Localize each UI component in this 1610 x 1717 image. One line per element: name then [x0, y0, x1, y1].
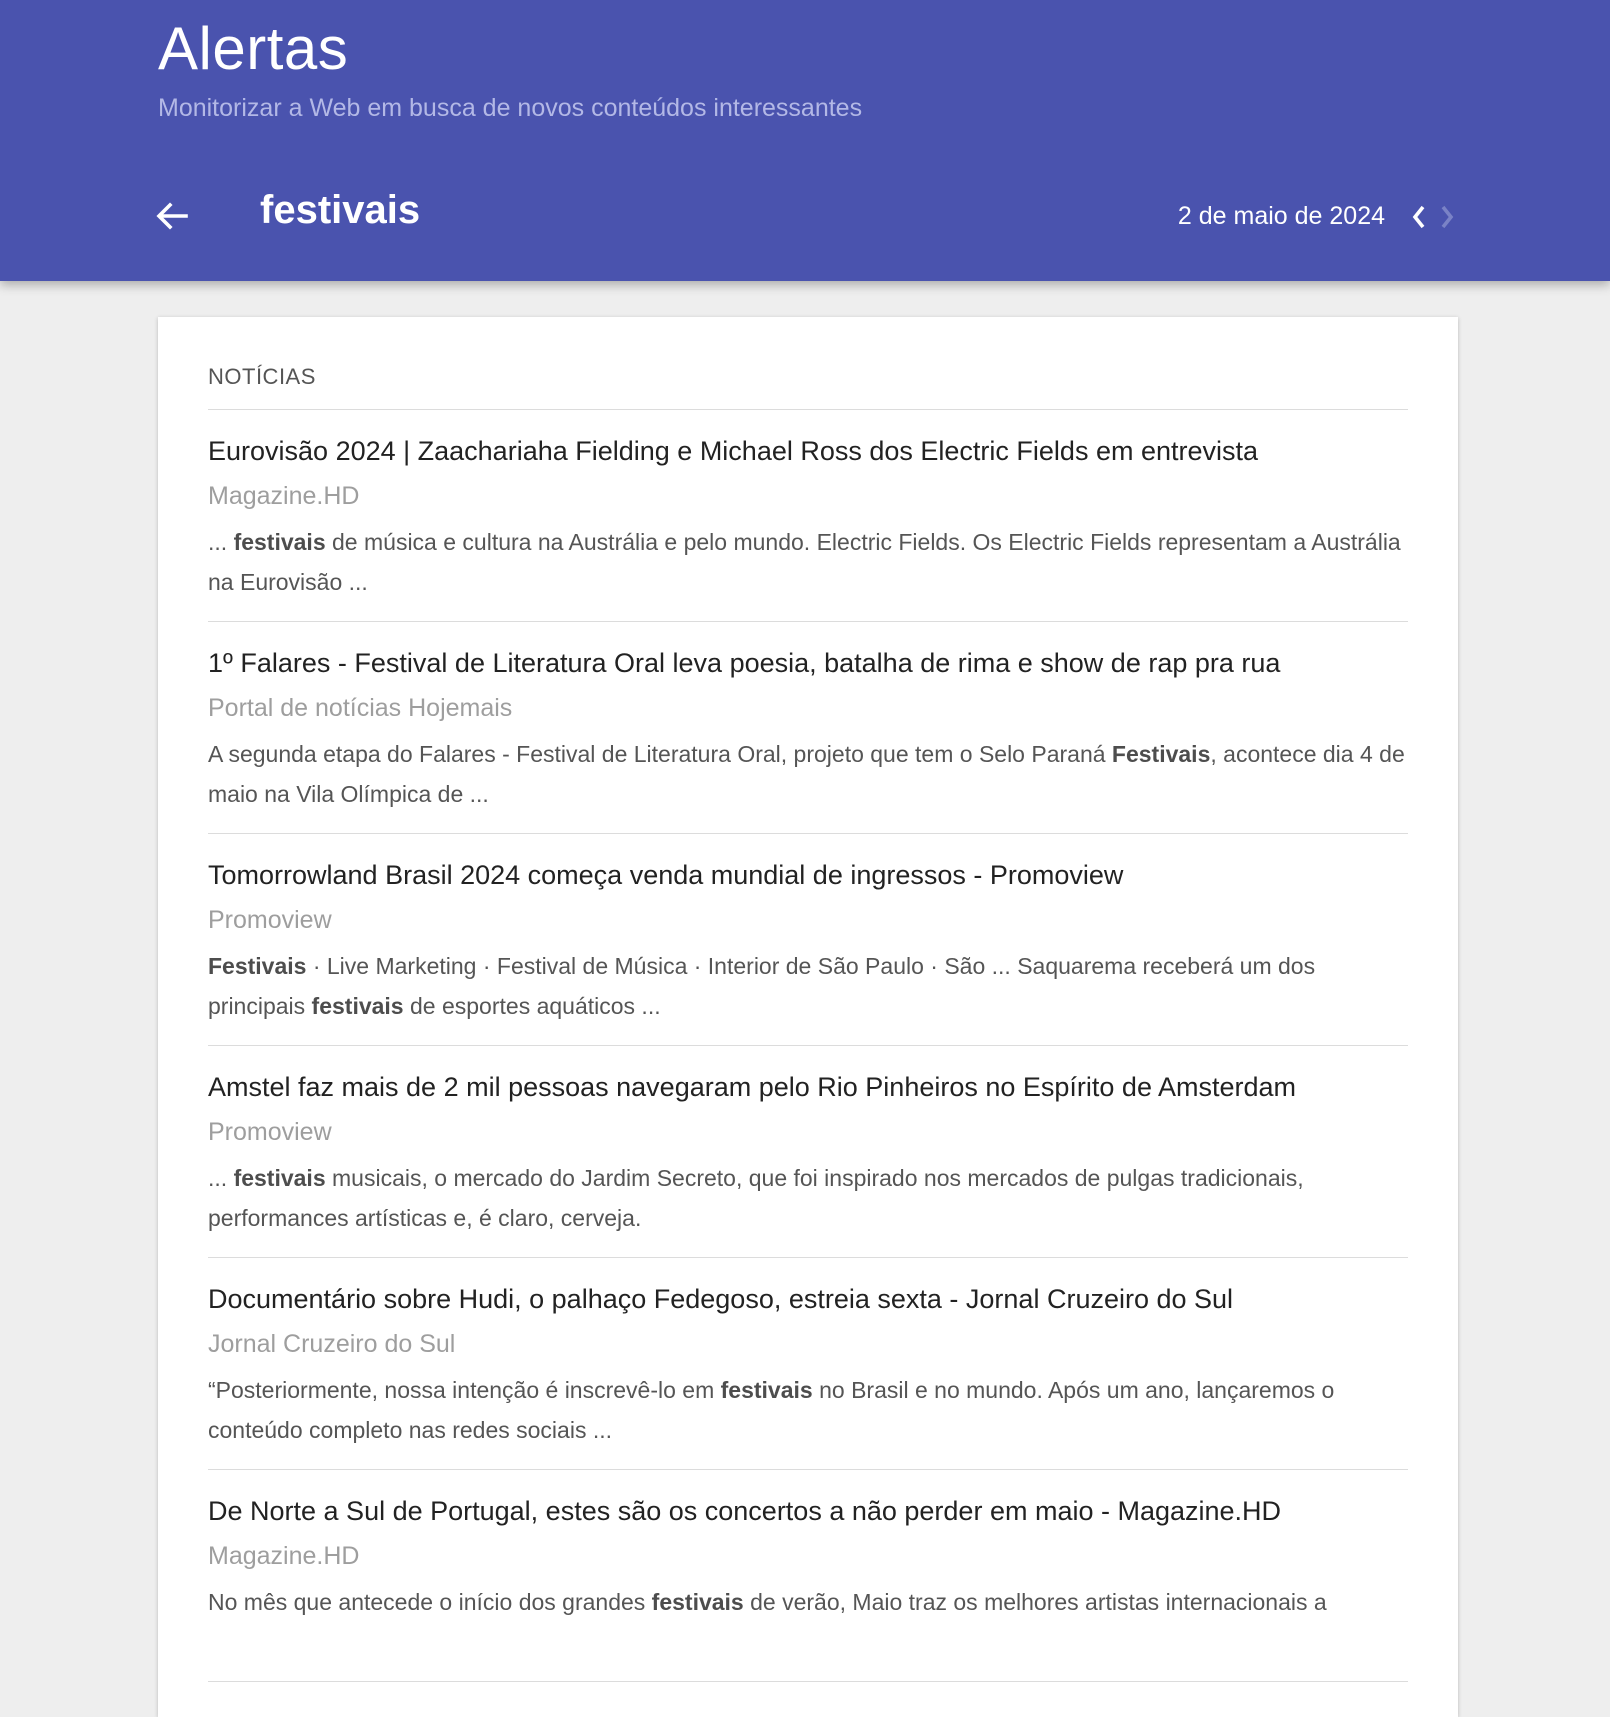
snippet-text: , acontece dia 4 de maio na Vila Olímpica de ... — [208, 741, 1405, 807]
news-item-snippet — [208, 522, 1408, 602]
news-item[interactable] — [208, 834, 1408, 1046]
snippet-text: ... — [208, 1165, 234, 1191]
snippet-keyword: festivais — [720, 1377, 813, 1403]
snippet-text: musicais, o mercado do Jardim Secreto, que foi inspirado nos mercados de pulgas tradicionais, performances artísticas e, é claro, cerveja. — [208, 1165, 1304, 1231]
previous-date-button[interactable] — [1408, 202, 1430, 232]
snippet-keyword: festivais — [233, 1165, 326, 1191]
section-label: NOTÍCIAS — [208, 364, 316, 389]
news-item-source: Jornal Cruzeiro do Sul — [208, 1330, 456, 1358]
back-button[interactable] — [152, 196, 192, 236]
snippet-keyword: Festivais — [1111, 741, 1211, 767]
news-card — [158, 317, 1458, 1717]
news-item-title[interactable]: Amstel faz mais de 2 mil pessoas navegaram pelo Rio Pinheiros no Espírito de Amsterdam — [208, 1072, 1297, 1102]
news-item[interactable] — [208, 1258, 1408, 1470]
date-label: 2 de maio de 2024 — [1177, 202, 1385, 230]
app-subtitle: Monitorizar a Web em busca de novos conteúdos interessantes — [158, 94, 863, 122]
snippet-text: de música e cultura na Austrália e pelo mundo. Electric Fields. Os Electric Fields representam a Austrália na Eurovisão ... — [208, 529, 1401, 595]
snippet-text: de esportes aquáticos ... — [403, 993, 661, 1019]
news-item-title[interactable]: De Norte a Sul de Portugal, estes são os concertos a não perder em maio - Magazine.HD — [208, 1496, 1282, 1526]
news-item-snippet — [208, 1158, 1408, 1238]
snippet-text: no Brasil e no mundo. Após um ano, lançaremos o conteúdo completo nas redes sociais ... — [208, 1377, 1335, 1443]
snippet-text: de verão, Maio traz os melhores artistas internacionais a — [743, 1589, 1327, 1615]
news-item-source: Promoview — [208, 906, 332, 934]
app-header — [0, 0, 1610, 281]
snippet-keyword: Festivais — [208, 953, 307, 979]
snippet-text: · Live Marketing · Festival de Música · Interior de São Paulo · São ... Saquarema receberá um dos principais — [208, 953, 1316, 1019]
chevron-right-icon — [1436, 202, 1458, 232]
news-item[interactable] — [208, 622, 1408, 834]
chevron-left-icon — [1408, 202, 1430, 232]
news-item-source: Magazine.HD — [208, 482, 360, 510]
app-title: Alertas — [158, 15, 349, 82]
news-item-snippet — [208, 734, 1408, 814]
arrow-left-icon — [152, 196, 192, 236]
snippet-keyword: festivais — [311, 993, 404, 1019]
next-date-button[interactable] — [1436, 202, 1458, 232]
news-item-source: Promoview — [208, 1118, 332, 1146]
news-item-snippet — [208, 1582, 1408, 1622]
news-item-title[interactable]: Documentário sobre Hudi, o palhaço Fedegoso, estreia sexta - Jornal Cruzeiro do Sul — [208, 1284, 1234, 1314]
news-item-title[interactable]: 1º Falares - Festival de Literatura Oral leva poesia, batalha de rima e show de rap pra rua — [208, 648, 1281, 678]
news-item-title[interactable]: Tomorrowland Brasil 2024 começa venda mundial de ingressos - Promoview — [208, 860, 1124, 890]
snippet-text: “Posteriormente, nossa intenção é inscrevê-lo em — [208, 1377, 721, 1403]
snippet-text: A segunda etapa do Falares - Festival de Literatura Oral, projeto que tem o Selo Paraná — [208, 741, 1112, 767]
news-item[interactable] — [208, 410, 1408, 622]
news-item-source: Magazine.HD — [208, 1542, 360, 1570]
snippet-keyword: festivais — [651, 1589, 744, 1615]
snippet-keyword: festivais — [233, 529, 326, 555]
alert-query-title: festivais — [260, 188, 421, 232]
news-item-source: Portal de notícias Hojemais — [208, 694, 513, 722]
news-item-snippet — [208, 1370, 1408, 1450]
snippet-text: ... — [208, 529, 234, 555]
news-list — [208, 409, 1408, 1682]
snippet-text: No mês que antecede o início dos grandes — [208, 1589, 652, 1615]
news-item[interactable] — [208, 1470, 1408, 1682]
news-item-snippet — [208, 946, 1408, 1026]
news-item[interactable] — [208, 1046, 1408, 1258]
news-item-title[interactable]: Eurovisão 2024 | Zaachariaha Fielding e Michael Ross dos Electric Fields em entrevista — [208, 436, 1259, 466]
